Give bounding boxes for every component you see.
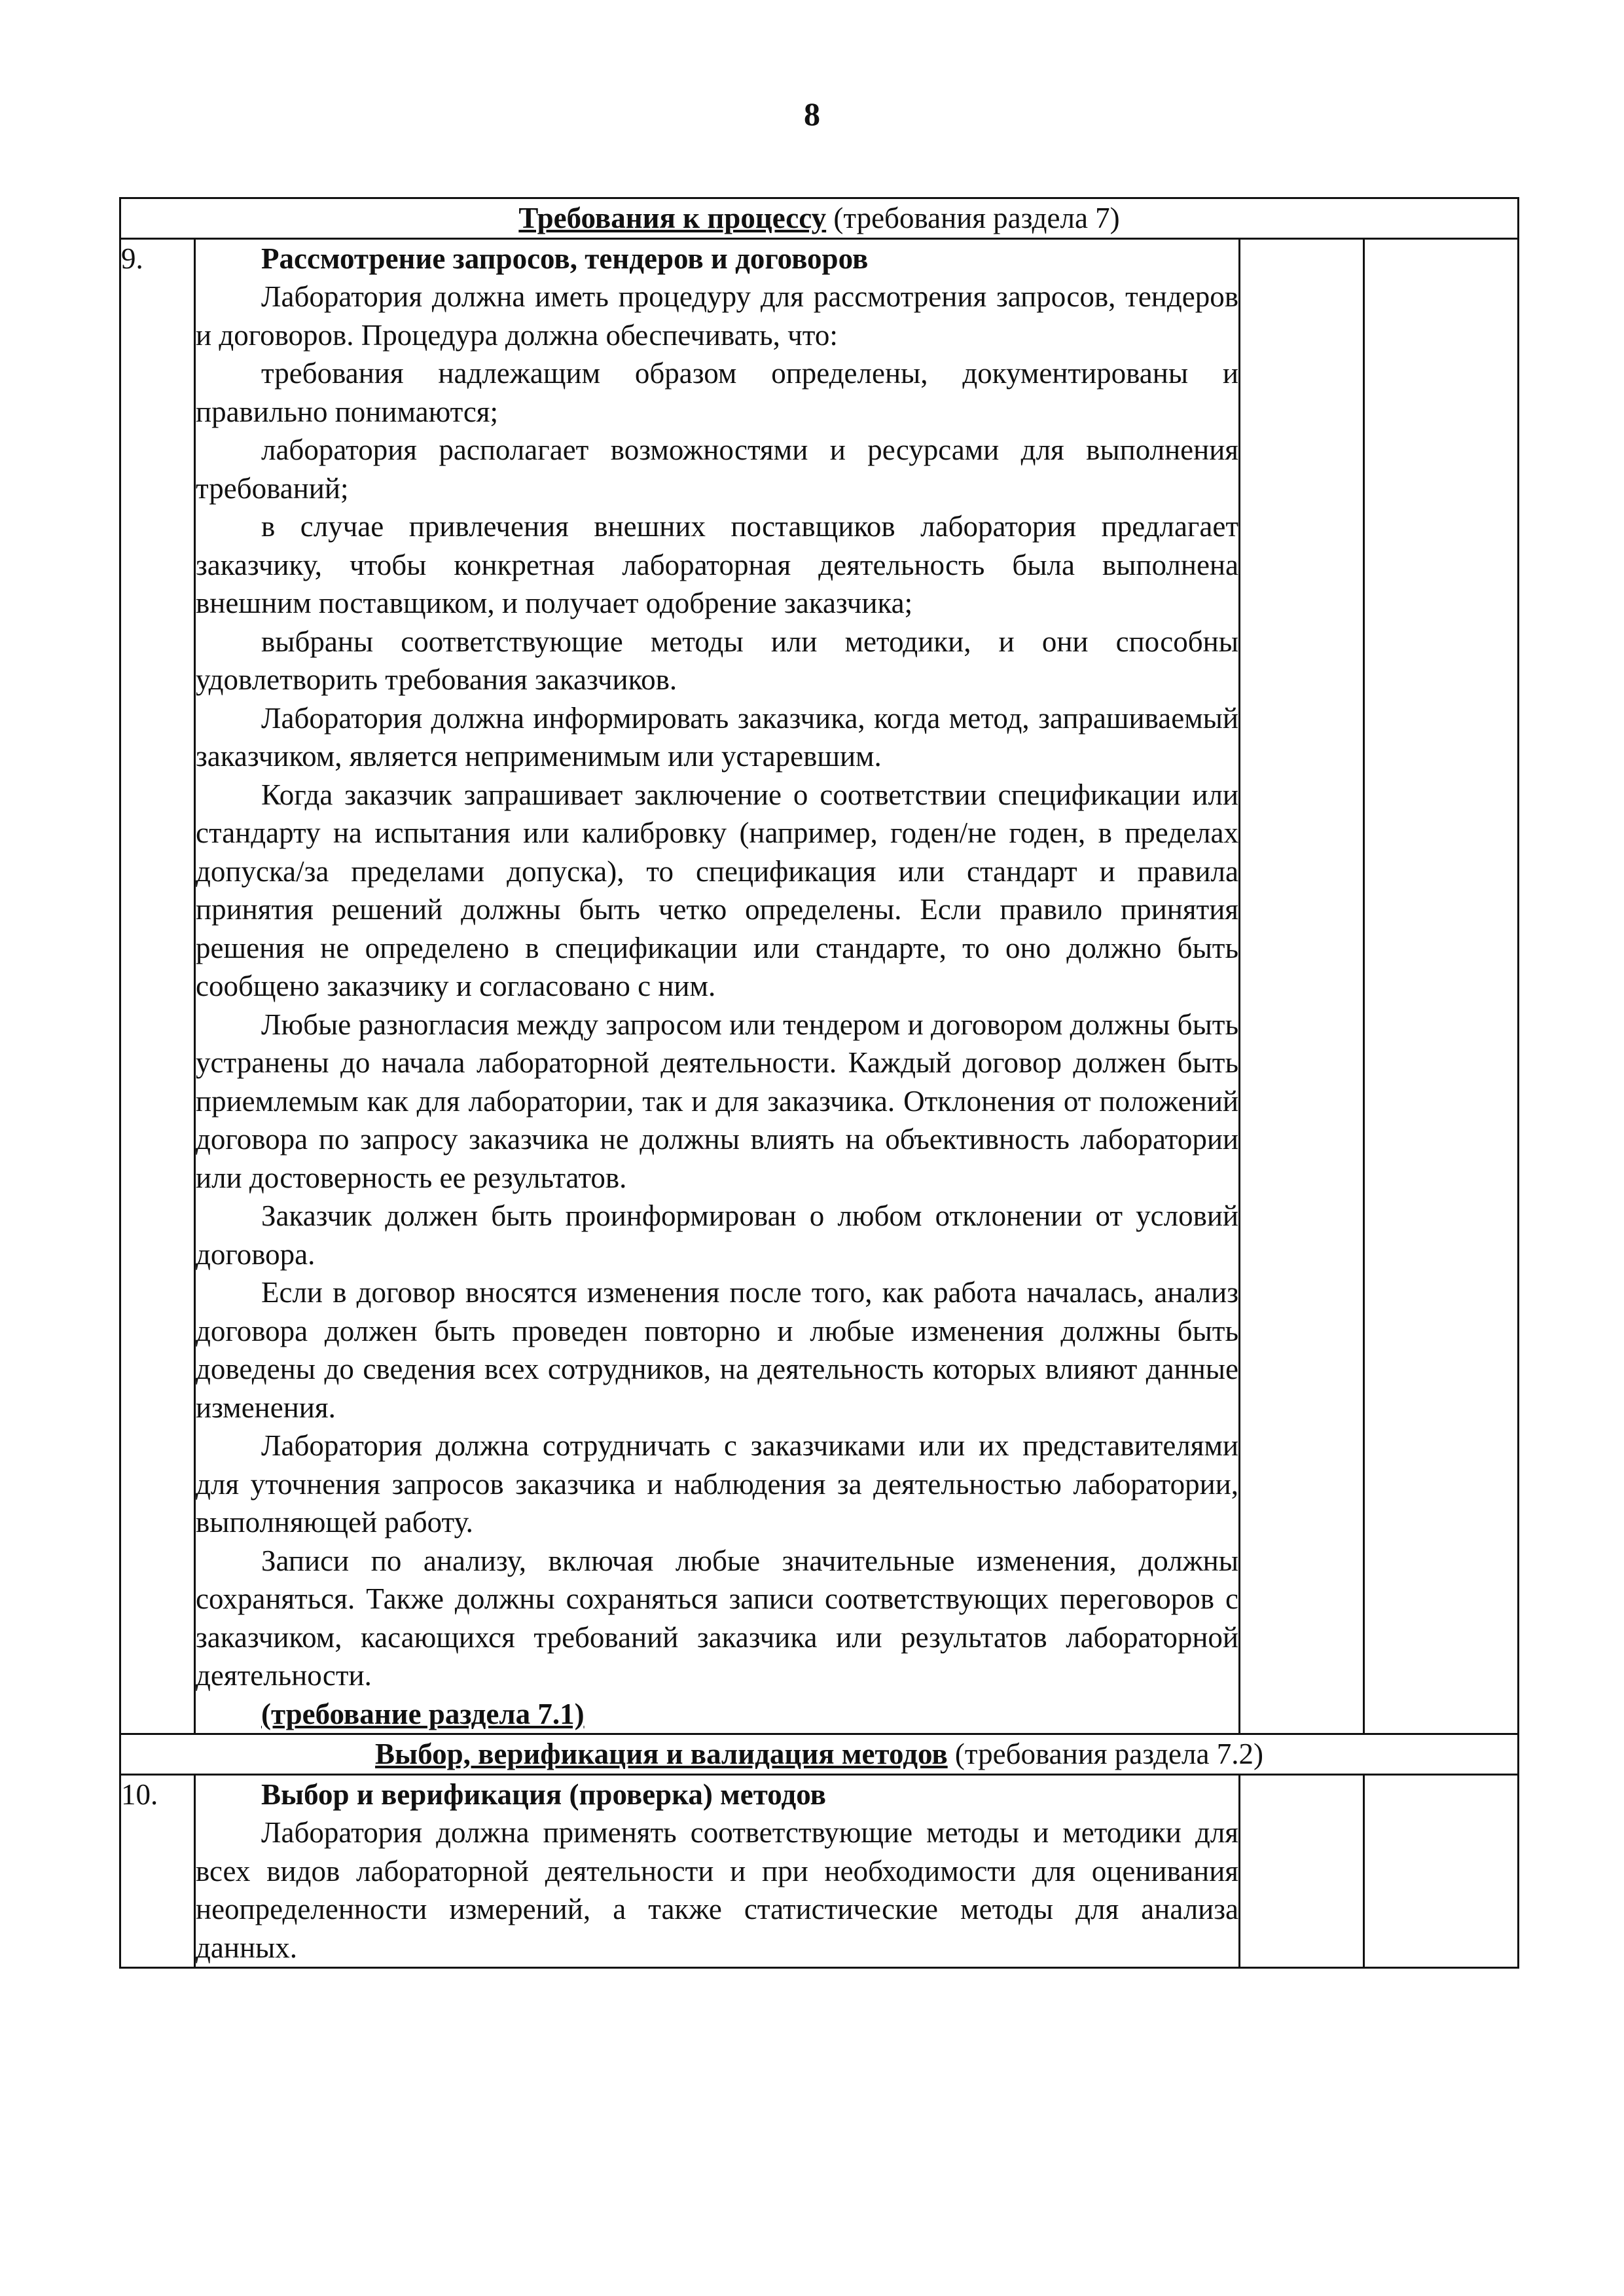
- section-title: Выбор, верификация и валидация методов: [375, 1738, 948, 1770]
- paragraph: Если в договор вносятся изменения после того, как работа началась, анализ договора должен быть проведен повторно и любые изменения должны быть доведены до сведения всех сотрудников, на деятельность которых влияют данные изменения.: [196, 1276, 1238, 1424]
- item-number: 10.: [120, 1774, 195, 1968]
- paragraph: в случае привлечения внешних поставщиков лаборатория предлагает заказчику, чтобы конкретная лабораторная деятельность была выполнена внешним поставщиком, и получает одобрение заказчика;: [196, 510, 1238, 619]
- empty-cell: [1240, 1774, 1364, 1968]
- paragraph: лаборатория располагает возможностями и ресурсами для выполнения требований;: [196, 433, 1238, 505]
- empty-cell: [1240, 238, 1364, 1734]
- item-title: Рассмотрение запросов, тендеров и договоров: [261, 242, 869, 275]
- paragraph: выбраны соответствующие методы или методики, и они способны удовлетворить требования заказчиков.: [196, 625, 1238, 696]
- section-header-row: [120, 1734, 1519, 1775]
- requirements-table: [119, 197, 1519, 1969]
- item-title: Выбор и верификация (проверка) методов: [261, 1777, 826, 1811]
- section-header-methods: [120, 1734, 1519, 1775]
- item-content: [195, 1774, 1240, 1968]
- paragraph: Заказчик должен быть проинформирован о любом отклонении от условий договора.: [196, 1199, 1238, 1271]
- paragraph: Лаборатория должна применять соответствующие методы и методики для всех видов лабораторной деятельности и при необходимости для оценивания неопределенности измерений, а также статистические методы для анализа данных.: [196, 1816, 1238, 1964]
- section-reference: (требование раздела 7.1): [261, 1697, 585, 1730]
- empty-cell: [1364, 238, 1519, 1734]
- item-number: 9.: [120, 238, 195, 1734]
- paragraph: требования надлежащим образом определены, документированы и правильно понимаются;: [196, 357, 1238, 428]
- paragraph: Записи по анализу, включая любые значительные изменения, должны сохраняться. Также должны сохраняться записи соответствующих переговоров с заказчиком, касающихся требований заказчика или результатов лабораторной деятельности.: [196, 1544, 1238, 1692]
- section-header-row: [120, 198, 1519, 239]
- paragraph: Лаборатория должна сотрудничать с заказчиками или их представителями для уточнения запросов заказчика и наблюдения за деятельностью лаборатории, выполняющей работу.: [196, 1429, 1238, 1539]
- empty-cell: [1364, 1774, 1519, 1968]
- section-ref: (требования раздела 7): [826, 202, 1120, 234]
- table-row: [120, 238, 1519, 1734]
- section-header-process: [120, 198, 1519, 239]
- item-content: [195, 238, 1240, 1734]
- paragraph: Любые разногласия между запросом или тендером и договором должны быть устранены до начала лабораторной деятельности. Каждый договор должен быть приемлемым как для лаборатории, так и для заказчика. Отклонения от положений договора по запросу заказчика не должны влиять на объективность лаборатории или достоверность ее результатов.: [196, 1008, 1238, 1194]
- paragraph: Лаборатория должна иметь процедуру для рассмотрения запросов, тендеров и договоров. Процедура должна обеспечивать, что:: [196, 280, 1238, 352]
- section-ref: (требования раздела 7.2): [947, 1738, 1263, 1770]
- table-row: [120, 1774, 1519, 1968]
- paragraph: Когда заказчик запрашивает заключение о соответствии спецификации или стандарту на испытания или калибровку (например, годен/не годен, в пределах допуска/за пределами допуска), то спецификация или стандарт и правила принятия решений должны быть четко определены. Если правило принятия решения не определено в спецификации или стандарте, то оно должно быть сообщено заказчику и согласовано с ним.: [196, 778, 1238, 1002]
- page-number: 8: [804, 96, 820, 132]
- section-title: Требования к процессу: [518, 202, 827, 234]
- paragraph: Лаборатория должна информировать заказчика, когда метод, запрашиваемый заказчиком, является неприменимым или устаревшим.: [196, 701, 1238, 773]
